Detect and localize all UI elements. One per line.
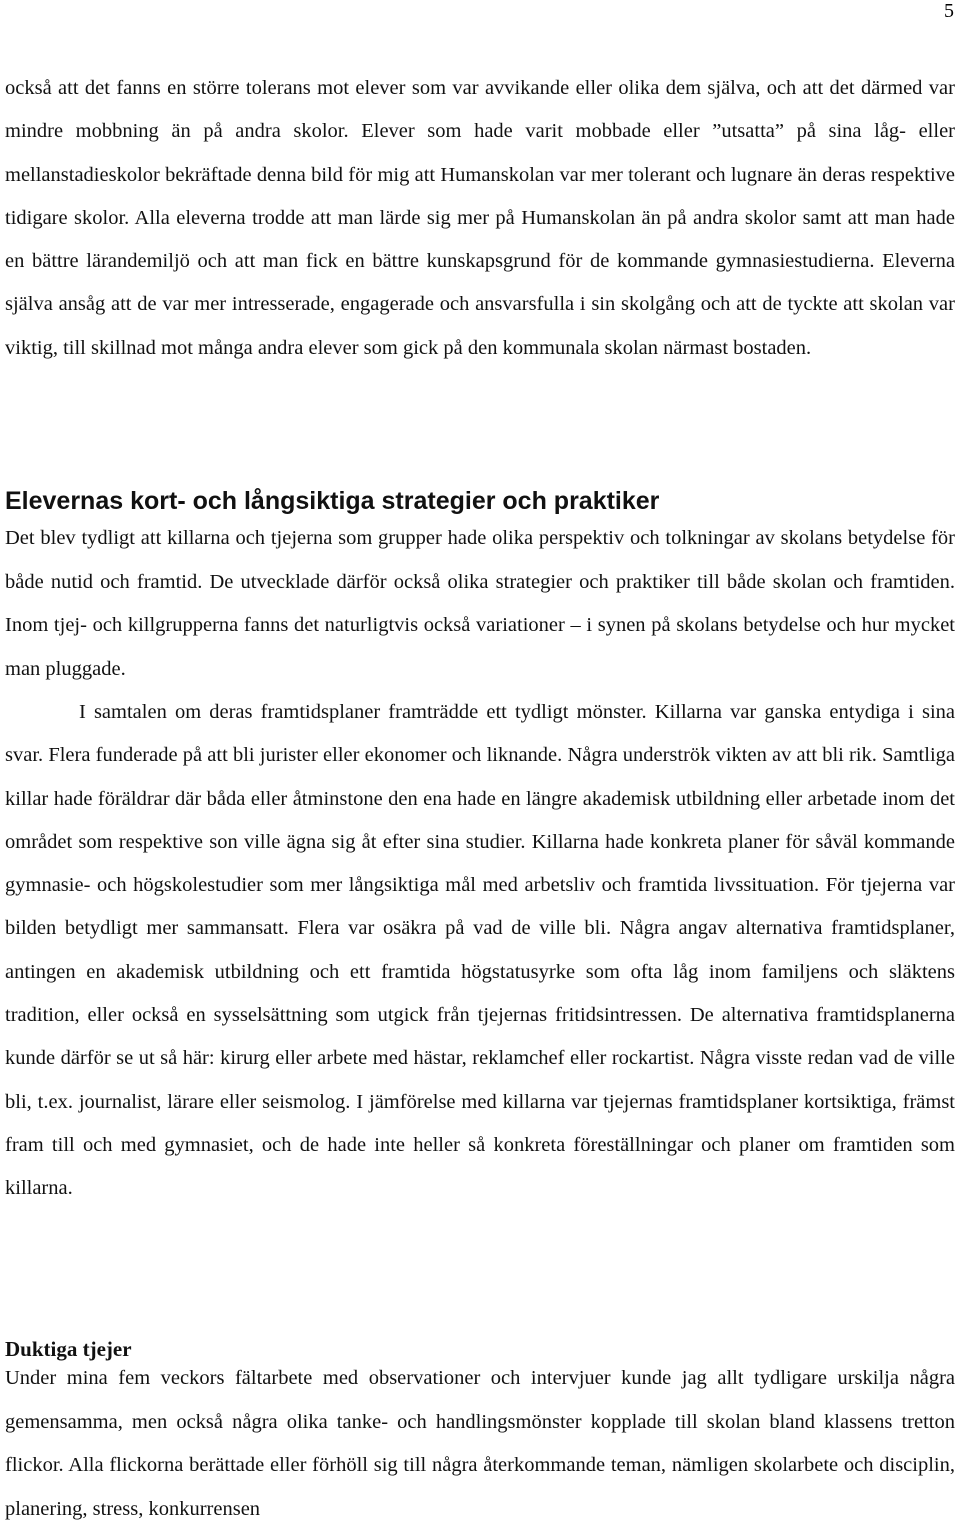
- paragraph-tolerance: också att det fanns en större tolerans mot elever som var avvikande eller olika dem själva, och att det därmed var mindre mobbning än på andra skolor. Elever som hade varit mobbade eller ”utsatta” på sina låg- eller mellanstadieskolor bekräftade denna bild för mig att Humanskolan var mer tolerant och lugnare än deras respektive tidigare skolor. Alla eleverna trodde att man lärde sig mer på Humanskolan än på andra skolor samt att man hade en bättre lärandemiljö och att man fick en bättre kunskapsgrund för de kommande gymnasiestudierna. Eleverna själva ansåg att de var mer intresserade, engagerade och ansvarsfulla i sin skolgång och att de tyckte att skolan var viktig, till skillnad mot många andra elever som gick på den kommunala skolan närmast bostaden.: [5, 77, 955, 359]
- paragraph-fieldwork: Under mina fem veckors fältarbete med observationer och intervjuer kunde jag allt tydligare urskilja några gemensamma, men också några olika tanke- och handlingsmönster kopplade till skolan bland klassens tretton flickor. Alla flickorna berättade eller förhöll sig till några återkommande teman, nämligen skolarbete och disciplin, planering, stress, konkurrensen: [5, 1367, 955, 1520]
- page-number: 5: [944, 0, 954, 22]
- section-heading-strategies: Elevernas kort- och långsiktiga strategier och praktiker: [5, 487, 660, 515]
- section-heading-girls: Duktiga tjejer: [5, 1337, 132, 1361]
- paragraph-future-plans: I samtalen om deras framtidsplaner framträdde ett tydligt mönster. Killarna var ganska entydiga i sina svar. Flera funderade på att bli jurister eller ekonomer och liknande. Några underströk vikten av att bli rik. Samtliga killar hade föräldrar där båda eller åtminstone den ena hade en längre akademisk utbildning eller arbetade inom det området som respektive son ville ägna sig åt efter sina studier. Killarna hade konkreta planer för såväl kommande gymnasie- och högskolestudier som mer långsiktiga mål med arbetsliv och framtida livssituation. För tjejerna var bilden betydligt mer sammansatt. Flera var osäkra på vad de ville bli. Några angav alternativa framtidsplaner, antingen en akademisk utbildning och ett framtida högstatusyrke som ofta låg inom familjens och släktens tradition, eller också en sysselsättning som utgick från tjejernas fritidsintressen. De alternativa framtidsplanerna kunde därför se ut så här: kirurg eller arbete med hästar, reklamchef eller rockartist. Några visste redan vad de ville bli, t.ex. journalist, lärare eller seismolog. I jämförelse med killarna var tjejernas framtidsplaner kortsiktiga, främst fram till och med gymnasiet, och de hade inte heller så konkreta föreställningar och planer om framtiden som killarna.: [5, 701, 955, 1200]
- paragraph-perspectives: Det blev tydligt att killarna och tjejerna som grupper hade olika perspektiv och tolkningar av skolans betydelse för både nutid och framtid. De utvecklade därför också olika strategier och praktiker till både skolan och framtiden. Inom tjej- och killgrupperna fanns det naturligtvis också variationer – i synen på skolans betydelse och hur mycket man pluggade.: [5, 527, 955, 680]
